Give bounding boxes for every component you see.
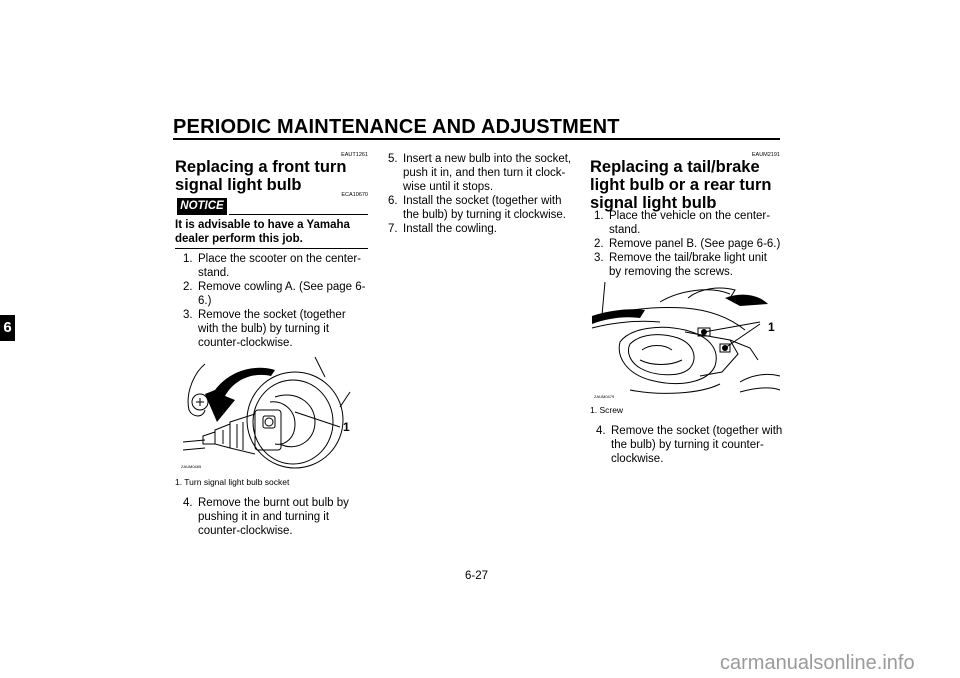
figure-turn-signal-socket	[175, 352, 370, 472]
page-header-title: PERIODIC MAINTENANCE AND ADJUSTMENT	[173, 116, 620, 138]
notice-bottom-rule	[175, 248, 368, 249]
section-heading: Replacing a tail/brake light bulb or a rear turn signal light bulb	[590, 158, 772, 212]
turn-signal-socket-illustration	[175, 352, 370, 472]
list-item: 3. Remove the socket (together with the bulb) by turning it counter-clockwise.	[183, 309, 346, 349]
list-item: 7. Install the cowling.	[388, 223, 497, 235]
figure-callout: 1	[768, 320, 775, 334]
figure-callout: 1	[343, 420, 350, 434]
notice-text: It is advisable to have a Yamaha dealer perform this job.	[175, 219, 350, 245]
tail-light-illustration	[590, 280, 785, 400]
notice-rule	[229, 214, 368, 215]
list-item: 2. Remove cowling A. (See page 6-6.)	[183, 281, 366, 307]
section-heading: Replacing a front turn signal light bulb	[175, 158, 347, 194]
list-item: 6. Install the socket (together with the bulb) by turning it clockwise.	[388, 195, 566, 221]
figure-caption: 1. Turn signal light bulb socket	[175, 477, 290, 487]
page-number: 6-27	[465, 570, 489, 582]
list-item: 2. Remove panel B. (See page 6-6.)	[594, 238, 781, 250]
header-rule	[173, 138, 780, 140]
figure-code: ZAUM0465	[181, 464, 202, 469]
list-item: 4. Remove the burnt out bulb by pushing it in and turning it counter-clockwise.	[183, 497, 349, 537]
figure-tail-light-unit	[590, 280, 785, 400]
watermark: carmanualsonline.info	[720, 652, 915, 674]
notice-label: NOTICE	[177, 198, 227, 215]
list-item: 3. Remove the tail/brake light unit by removing the screws.	[594, 252, 767, 278]
list-item: 4. Remove the socket (together with the bulb) by turning it counter-clockwise.	[596, 425, 783, 465]
list-item: 1. Place the scooter on the center-stand.	[183, 253, 362, 279]
chapter-tab: 6	[0, 315, 15, 341]
section-code: EAUT1261	[341, 152, 368, 158]
list-item: 5. Insert a new bulb into the socket, push it in, and then turn it clock-wise until it stops.	[388, 153, 572, 193]
figure-caption: 1. Screw	[590, 405, 624, 415]
list-item: 1. Place the vehicle on the center-stand.	[594, 210, 771, 236]
notice-code: ECA10670	[341, 192, 368, 198]
section-code: EAUM2191	[751, 152, 780, 158]
figure-code: ZAUM0479	[594, 394, 615, 399]
